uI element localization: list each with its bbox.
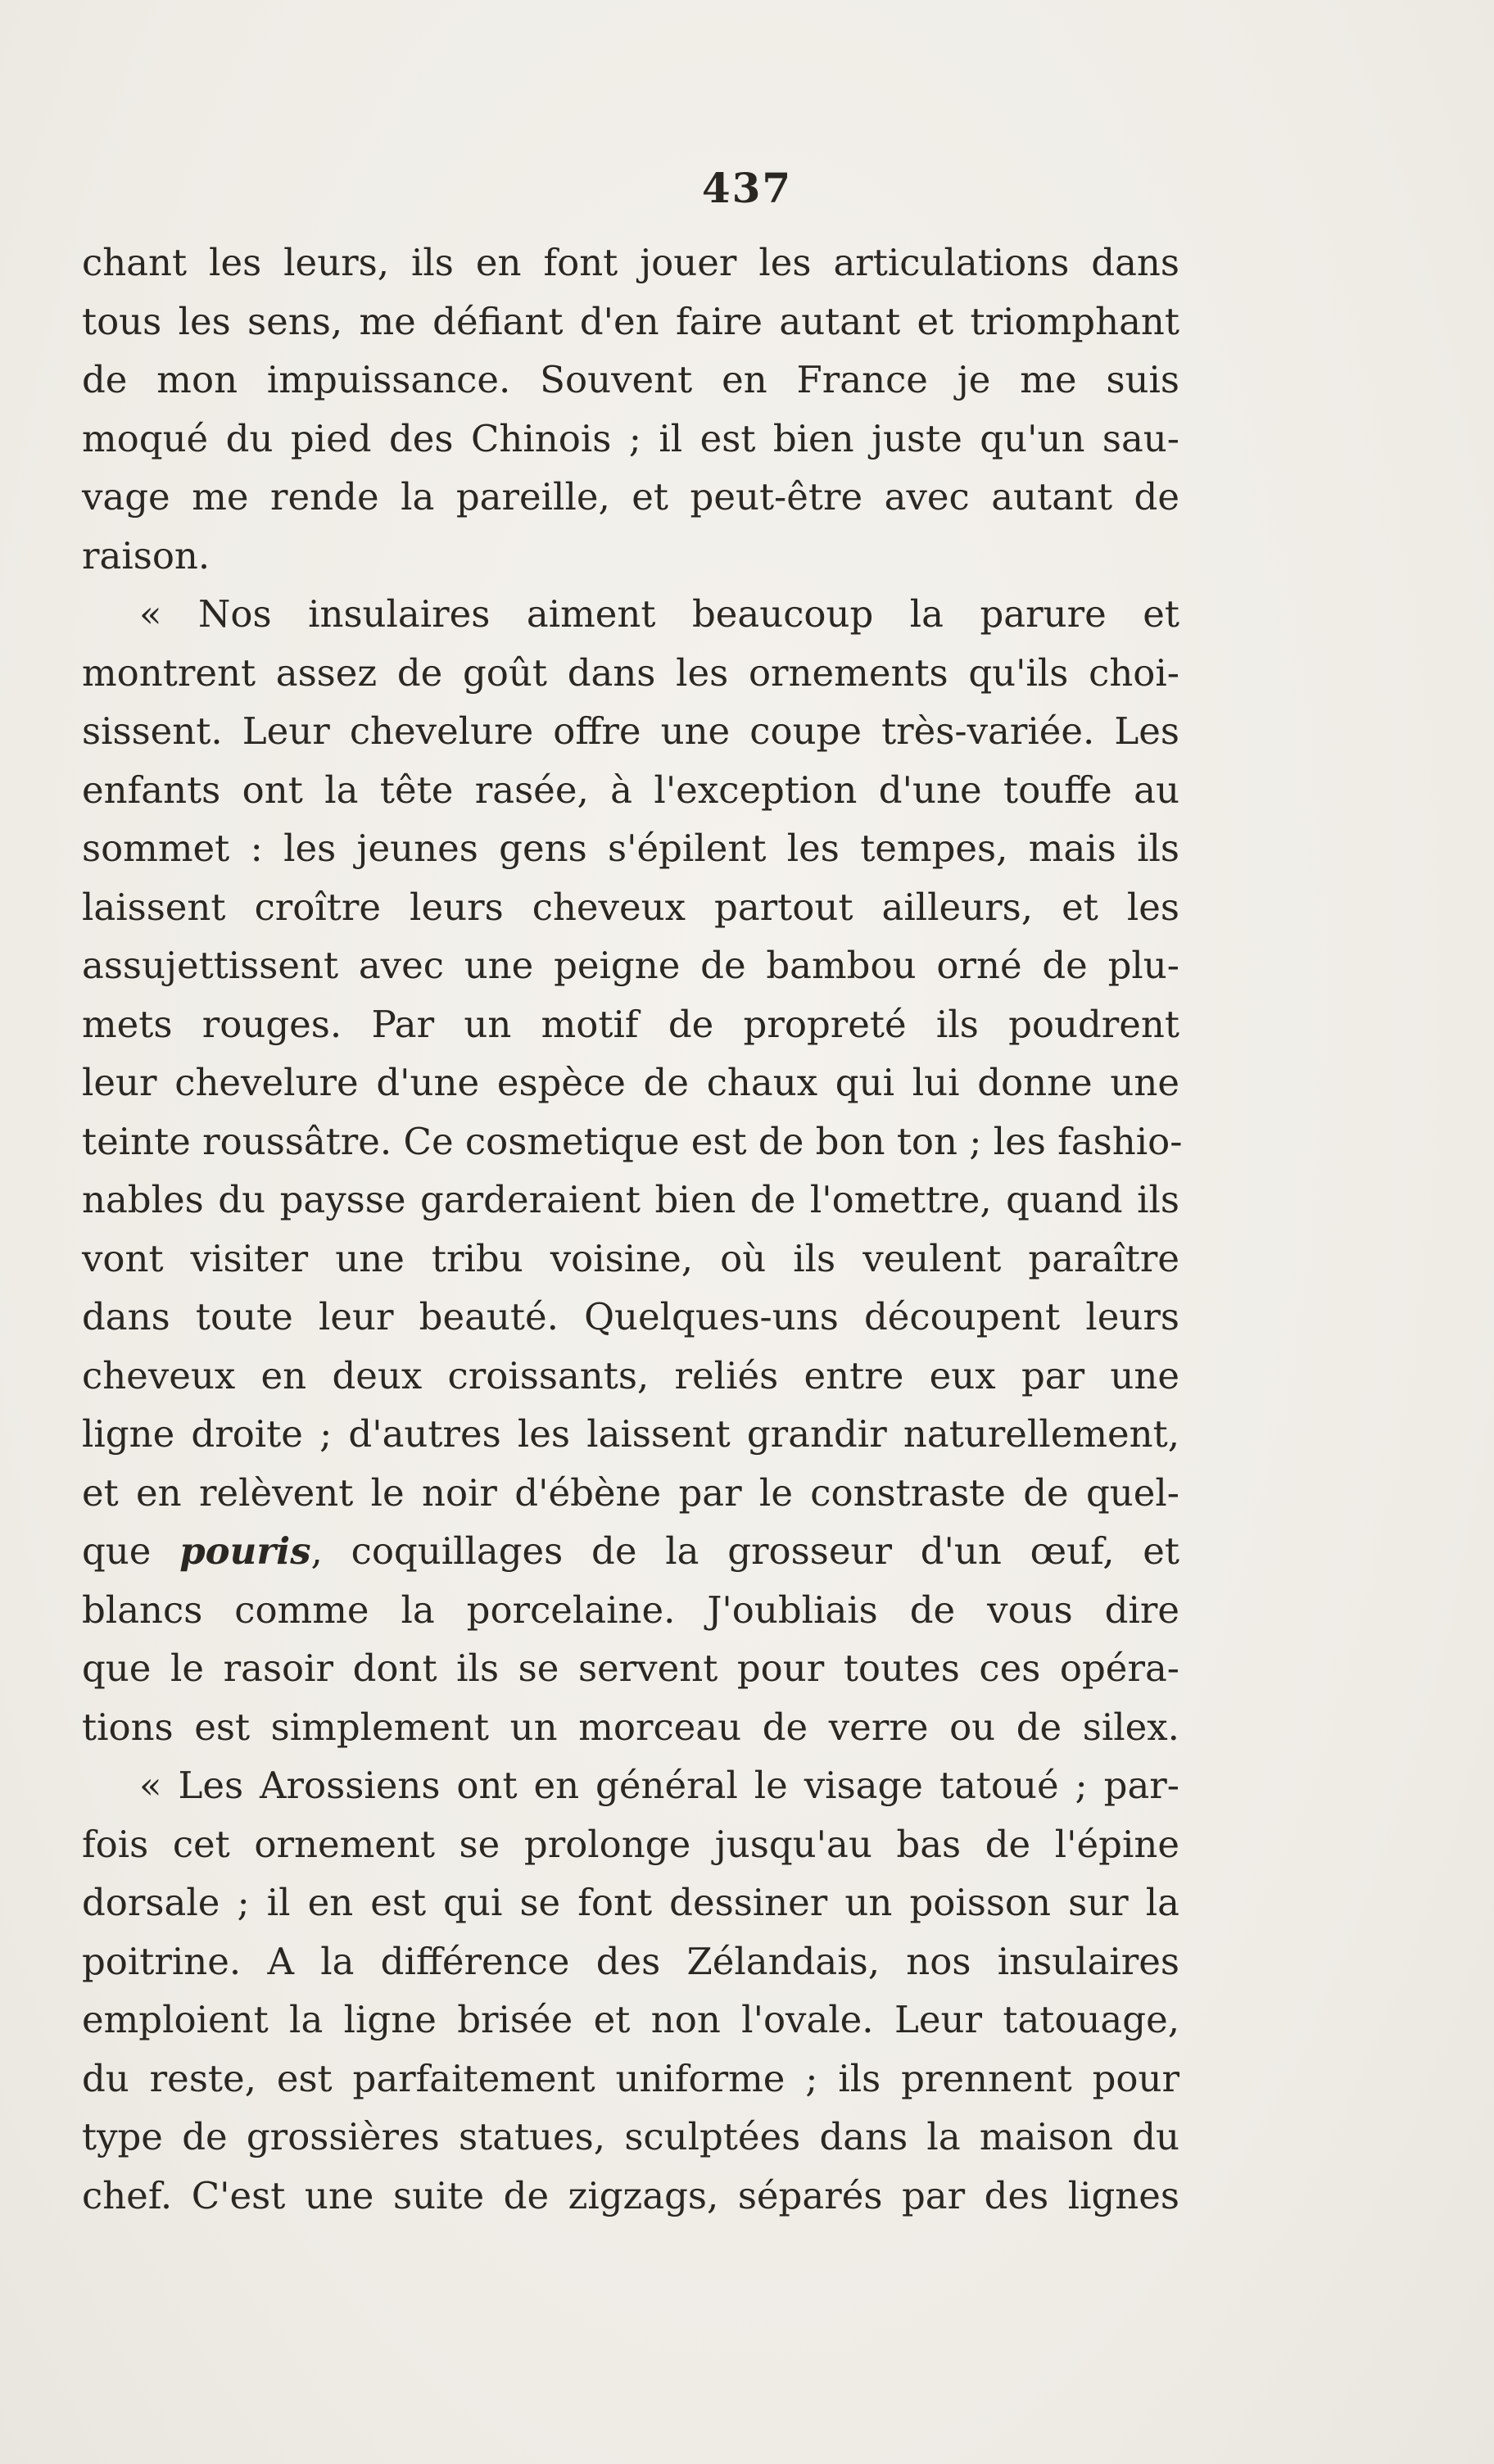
text-line: mets rouges. Par un motif de propreté ils poudrent (82, 1002, 1179, 1046)
text-line: tions est simplement un morceau de verre ou de silex. (82, 1705, 1179, 1749)
text-line: enfants ont la tête rasée, à l'exception d'une touffe au (82, 768, 1179, 812)
text-line: teinte roussâtre. Ce cosmetique est de bon ton ; les fashio- (82, 1119, 1183, 1163)
text-line: laissent croître leurs cheveux partout ailleurs, et les (82, 885, 1179, 929)
text-line: emploient la ligne brisée et non l'ovale. Leur tatouage, (82, 1998, 1179, 2041)
text-line: chant les leurs, ils en font jouer les articulations dans (82, 241, 1179, 284)
text-line: et en relèvent le noir d'ébène par le constraste de quel- (82, 1470, 1179, 1515)
text-line: ligne droite ; d'autres les laissent grandir naturellement, (82, 1412, 1179, 1456)
text-line: leur chevelure d'une espèce de chaux qui lui donne une (82, 1061, 1179, 1104)
text-line: tous les sens, me défiant d'en faire autant et triomphant (82, 299, 1179, 343)
page-number: 437 (701, 164, 793, 212)
text-fragment: , coquillages de la grosseur d'un œuf, et (310, 1529, 1179, 1573)
text-line: poitrine. A la différence des Zélandais, nos insulaires (82, 1939, 1179, 1983)
text-line: du reste, est parfaitement uniforme ; ils prennent pour (82, 2056, 1179, 2100)
text-line: raison. (82, 533, 211, 578)
text-line: dans toute leur beauté. Quelques-uns découpent leurs (82, 1295, 1179, 1338)
text-line: blancs comme la porcelaine. J'oubliais de vous dire (82, 1588, 1179, 1632)
text-line: moqué du pied des Chinois ; il est bien juste qu'un sau- (82, 416, 1179, 460)
text-line: dorsale ; il en est qui se font dessiner un poisson sur la (82, 1881, 1179, 1924)
body-text (82, 233, 1183, 2225)
text-line: que le rasoir dont ils se servent pour toutes ces opéra- (82, 1646, 1179, 1690)
text-fragment: que (82, 1529, 152, 1573)
paragraph-start-line: « Les Arossiens ont en général le visage tatoué ; par- (139, 1764, 1179, 1807)
text-line: fois cet ornement se prolonge jusqu'au bas de l'épine (82, 1822, 1179, 1866)
text-line: montrent assez de goût dans les ornements qu'ils choi- (82, 650, 1179, 695)
text-line: chef. C'est une suite de zigzags, séparés par des lignes (82, 2173, 1179, 2217)
text-line: de mon impuissance. Souvent en France je me suis (82, 358, 1179, 401)
text-line: nables du paysse garderaient bien de l'omettre, quand ils (82, 1178, 1179, 1221)
text-line: vont visiter une tribu voisine, où ils veulent paraître (82, 1236, 1179, 1280)
text-line: sommet : les jeunes gens s'épilent les tempes, mais ils (82, 827, 1179, 870)
italic-term: pouris (179, 1529, 311, 1573)
text-line: type de grossières statues, sculptées dans la maison du (82, 2115, 1179, 2158)
text-line-with-italic (82, 1522, 1179, 1581)
text-line: vage me rende la pareille, et peut-être avec autant de (82, 475, 1179, 519)
text-line: sissent. Leur chevelure offre une coupe très-variée. Les (82, 709, 1179, 753)
text-line: assujettissent avec une peigne de bambou orné de plu- (82, 944, 1179, 987)
paragraph-start-line: « Nos insulaires aiment beaucoup la parure et (139, 592, 1179, 636)
text-line: cheveux en deux croissants, reliés entre eux par une (82, 1353, 1179, 1397)
